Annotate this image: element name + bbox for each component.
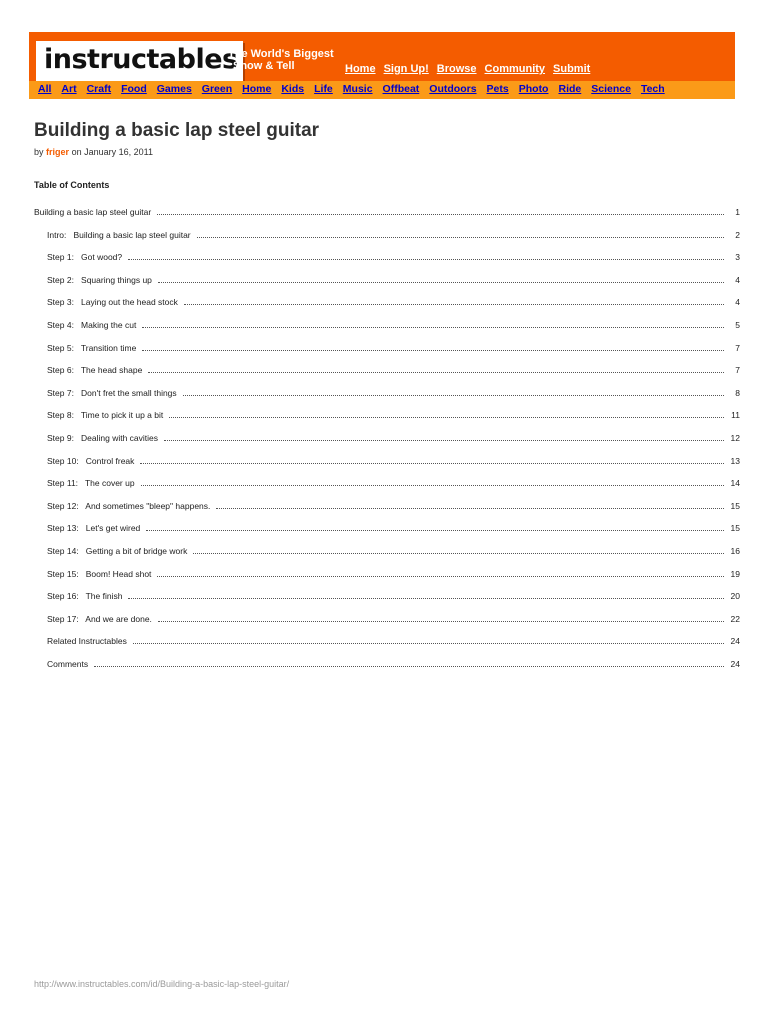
toc-entry[interactable] bbox=[47, 318, 740, 330]
toc-entry-page: 14 bbox=[730, 478, 740, 489]
top-nav-home[interactable]: Home bbox=[345, 63, 376, 75]
toc-entry-page: 24 bbox=[730, 659, 740, 669]
toc-entry[interactable] bbox=[47, 589, 740, 601]
toc-entry-page: 4 bbox=[735, 297, 740, 308]
toc-dot-leader bbox=[169, 416, 724, 418]
top-nav-sign-up[interactable]: Sign Up! bbox=[383, 63, 429, 75]
toc-entry-label: Step 9: Dealing with cavities bbox=[47, 433, 159, 443]
toc-entry-label: Intro: Building a basic lap steel guitar bbox=[47, 229, 191, 240]
toc-entry-label: Step 15: Boom! Head shot bbox=[47, 568, 152, 579]
category-music[interactable]: Music bbox=[342, 83, 373, 95]
toc-entry[interactable] bbox=[47, 567, 740, 579]
toc-entry-label: Related Instructables bbox=[47, 636, 127, 647]
category-all[interactable]: All bbox=[38, 83, 52, 95]
toc-entry-page: 5 bbox=[735, 320, 740, 330]
toc-entry[interactable] bbox=[47, 657, 740, 669]
toc-entry[interactable] bbox=[47, 634, 740, 646]
category-life[interactable]: Life bbox=[314, 83, 333, 95]
category-offbeat[interactable]: Offbeat bbox=[382, 83, 420, 95]
toc-entry[interactable] bbox=[47, 408, 740, 420]
top-nav-browse[interactable]: Browse bbox=[436, 63, 477, 75]
toc-entry-label: Step 10: Control freak bbox=[47, 455, 135, 466]
toc-entry-page: 16 bbox=[730, 546, 740, 556]
category-home[interactable]: Home bbox=[242, 83, 272, 95]
toc-entry-label: Step 4: Making the cut bbox=[47, 320, 137, 330]
toc-dot-leader bbox=[148, 371, 724, 373]
toc-dot-leader bbox=[183, 394, 724, 396]
toc-dot-leader bbox=[140, 462, 724, 464]
toc-dot-leader bbox=[216, 507, 724, 509]
toc-entry-label: Step 16: The finish bbox=[47, 591, 123, 602]
toc-dot-leader bbox=[193, 552, 724, 554]
toc-dot-leader bbox=[141, 484, 724, 486]
toc-dot-leader bbox=[184, 303, 724, 305]
category-art[interactable]: Art bbox=[61, 83, 77, 95]
toc-entry-page: 2 bbox=[735, 229, 740, 240]
footer-url[interactable]: http://www.instructables.com/id/Building-a-basic-lap-steel-guitar/ bbox=[34, 979, 290, 989]
toc-dot-leader bbox=[133, 642, 724, 644]
category-ride[interactable]: Ride bbox=[558, 83, 582, 95]
toc-entry-page: 8 bbox=[735, 387, 740, 398]
category-nav bbox=[38, 83, 665, 95]
toc-entry-label: Building a basic lap steel guitar bbox=[34, 207, 152, 217]
toc-entry-page: 20 bbox=[730, 591, 740, 602]
byline-prefix: by bbox=[34, 147, 44, 157]
toc-dot-leader bbox=[142, 326, 724, 328]
toc-dot-leader bbox=[142, 349, 724, 351]
category-photo[interactable]: Photo bbox=[518, 83, 549, 95]
top-nav-submit[interactable]: Submit bbox=[553, 63, 591, 75]
toc-dot-leader bbox=[157, 575, 724, 577]
toc-entry-label: Step 3: Laying out the head stock bbox=[47, 297, 178, 308]
toc-entry[interactable] bbox=[47, 521, 740, 533]
toc-entry-label: Step 13: Let's get wired bbox=[47, 523, 141, 534]
toc-entry-page: 11 bbox=[731, 410, 740, 421]
toc-heading: Table of Contents bbox=[34, 180, 110, 190]
category-craft[interactable]: Craft bbox=[86, 83, 112, 95]
toc-entry[interactable] bbox=[47, 499, 740, 511]
toc-entry-label: Step 7: Don't fret the small things bbox=[47, 387, 177, 398]
toc-dot-leader bbox=[128, 597, 724, 599]
toc-entry-page: 15 bbox=[730, 500, 740, 511]
category-outdoors[interactable]: Outdoors bbox=[429, 83, 477, 95]
toc-entry[interactable] bbox=[47, 341, 740, 353]
toc-entry-page: 19 bbox=[730, 568, 740, 579]
toc-entry-page: 15 bbox=[730, 523, 740, 534]
toc-entry-page: 1 bbox=[735, 207, 740, 217]
category-pets[interactable]: Pets bbox=[486, 83, 509, 95]
toc-entry[interactable] bbox=[47, 612, 740, 624]
toc-entry[interactable] bbox=[47, 544, 740, 556]
category-food[interactable]: Food bbox=[121, 83, 147, 95]
toc-dot-leader bbox=[157, 213, 724, 215]
top-nav-community[interactable]: Community bbox=[484, 63, 546, 75]
category-tech[interactable]: Tech bbox=[640, 83, 665, 95]
toc-entry[interactable] bbox=[47, 454, 740, 466]
toc-entry[interactable] bbox=[34, 205, 740, 217]
toc-entry-label: Step 14: Getting a bit of bridge work bbox=[47, 546, 188, 556]
toc-entry-page: 7 bbox=[735, 365, 740, 376]
toc-entry-label: Step 8: Time to pick it up a bit bbox=[47, 410, 164, 421]
toc-dot-leader bbox=[94, 665, 724, 667]
article-title: Building a basic lap steel guitar bbox=[34, 120, 320, 141]
toc-entry[interactable] bbox=[47, 431, 740, 443]
toc-entry[interactable] bbox=[47, 273, 740, 285]
toc-entry-page: 12 bbox=[730, 433, 740, 443]
toc-dot-leader bbox=[146, 529, 724, 531]
toc-entry-label: Step 5: Transition time bbox=[47, 342, 137, 353]
tagline-line-1: The World's Biggest bbox=[228, 48, 334, 60]
toc-entry-label: Step 6: The head shape bbox=[47, 365, 143, 376]
toc-entry[interactable] bbox=[47, 295, 740, 307]
category-science[interactable]: Science bbox=[591, 83, 631, 95]
toc-entry-label: Step 1: Got wood? bbox=[47, 252, 123, 263]
toc-dot-leader bbox=[158, 620, 724, 622]
byline-date: on January 16, 2011 bbox=[71, 147, 153, 157]
toc-entry-page: 7 bbox=[735, 342, 740, 353]
toc-entry-label: Comments bbox=[47, 659, 89, 669]
toc-entry[interactable] bbox=[47, 363, 740, 375]
tagline bbox=[228, 48, 338, 72]
category-green[interactable]: Green bbox=[201, 83, 233, 95]
toc-dot-leader bbox=[197, 236, 724, 238]
toc-entry-label: Step 2: Squaring things up bbox=[47, 274, 152, 285]
toc-entry-page: 4 bbox=[735, 274, 740, 285]
toc-entry-page: 24 bbox=[730, 636, 740, 647]
toc-entry[interactable] bbox=[47, 228, 740, 240]
toc-dot-leader bbox=[158, 281, 724, 283]
toc-dot-leader bbox=[128, 258, 724, 260]
toc-entry-page: 3 bbox=[735, 252, 740, 263]
author-link[interactable]: friger bbox=[46, 147, 70, 157]
top-nav bbox=[345, 63, 590, 75]
toc-entry[interactable] bbox=[47, 386, 740, 398]
toc-entry-label: Step 17: And we are done. bbox=[47, 613, 152, 624]
logo-text: instructables bbox=[44, 44, 238, 75]
toc-entry-label: Step 11: The cover up bbox=[47, 478, 135, 489]
site-logo[interactable] bbox=[36, 41, 243, 83]
toc-entry[interactable] bbox=[47, 476, 740, 488]
category-games[interactable]: Games bbox=[156, 83, 192, 95]
toc-entry-page: 13 bbox=[730, 455, 740, 466]
toc-entry[interactable] bbox=[47, 250, 740, 262]
site-banner bbox=[29, 32, 735, 99]
category-kids[interactable]: Kids bbox=[281, 83, 305, 95]
toc-entry-label: Step 12: And sometimes "bleep" happens. bbox=[47, 500, 211, 511]
tagline-line-2: Show & Tell bbox=[233, 60, 295, 72]
toc-dot-leader bbox=[164, 439, 724, 441]
byline bbox=[34, 147, 153, 157]
toc-entry-page: 22 bbox=[730, 613, 740, 624]
category-bar bbox=[29, 81, 735, 99]
